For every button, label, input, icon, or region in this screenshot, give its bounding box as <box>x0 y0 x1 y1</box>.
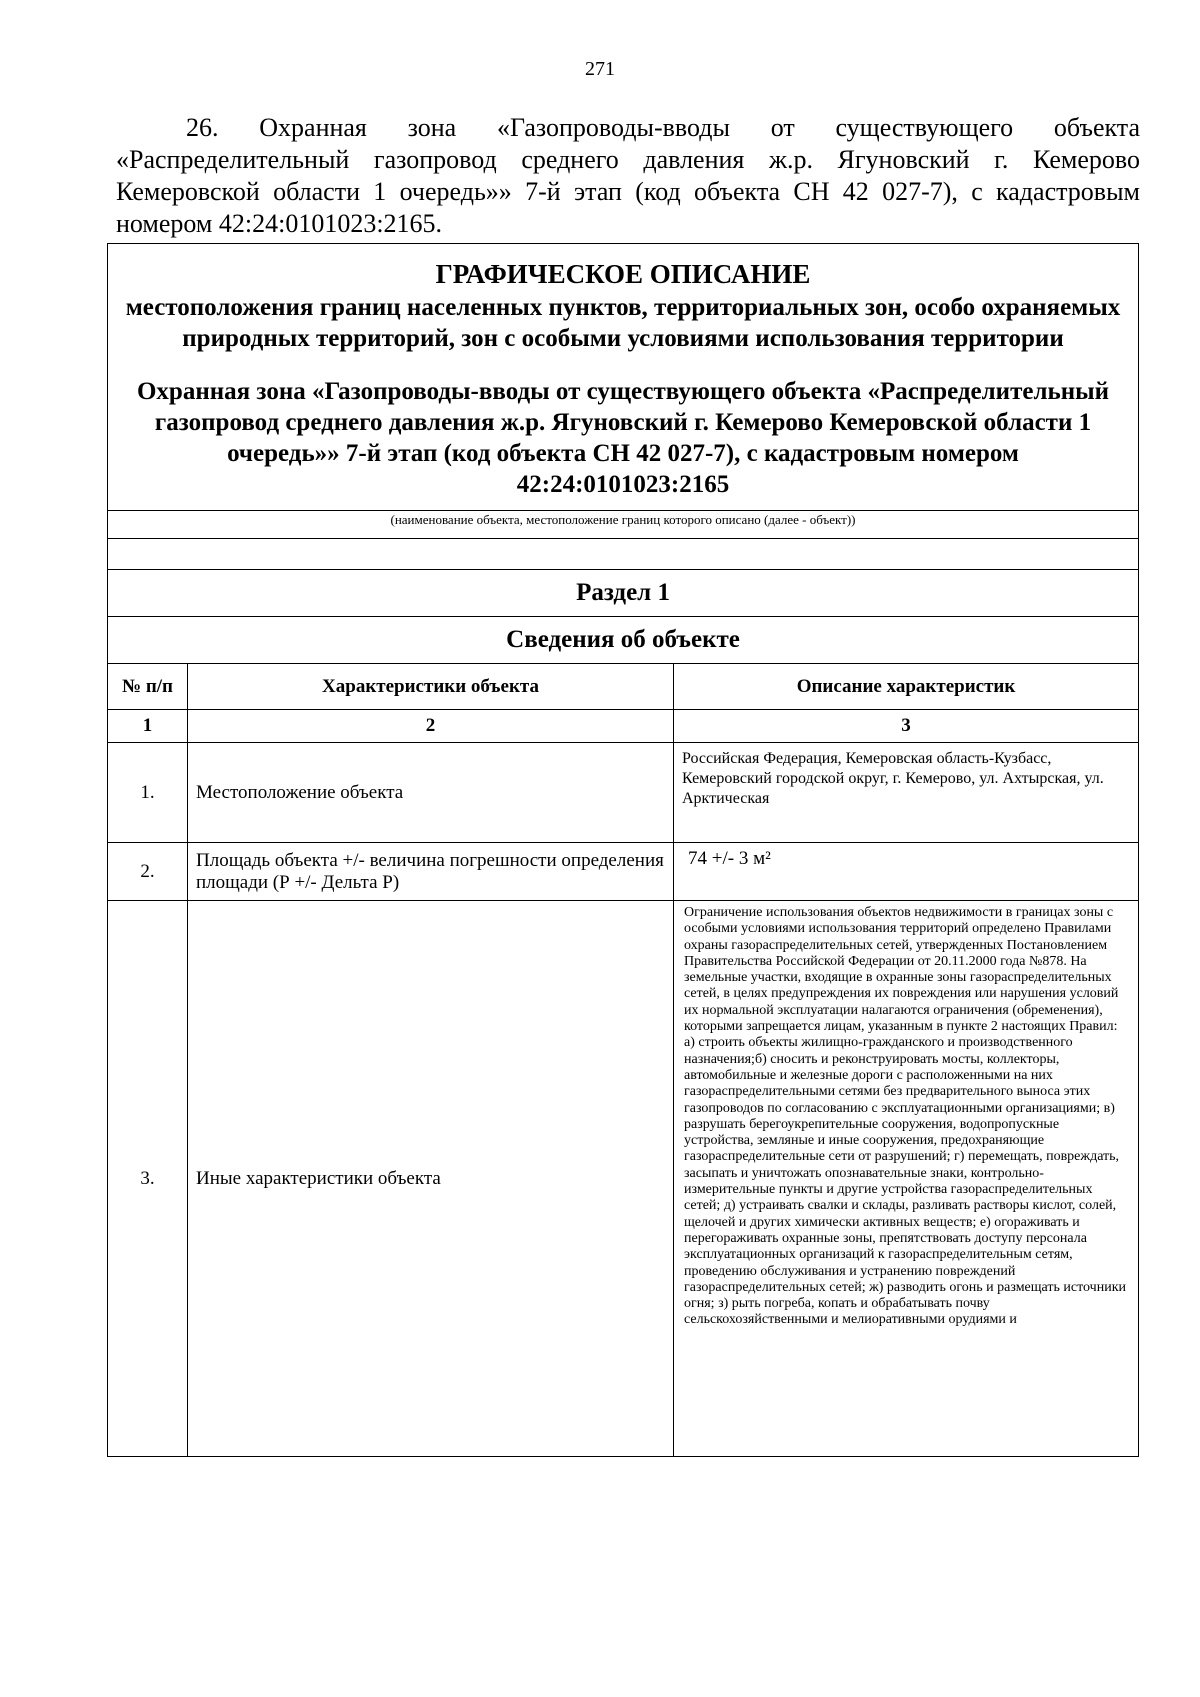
row-number: 2. <box>108 843 188 901</box>
spacer-row <box>108 539 1139 570</box>
table-row <box>108 843 1139 901</box>
row-characteristic: Иные характеристики объекта <box>188 901 674 1457</box>
document-title: ГРАФИЧЕСКОЕ ОПИСАНИЕ <box>435 259 811 289</box>
table-row <box>108 901 1139 1457</box>
row-number: 3. <box>108 901 188 1457</box>
page-number: 271 <box>585 58 615 80</box>
row-description: Российская Федерация, Кемеровская область-Кузбасс, Кемеровский городской округ, г. Кемерово, ул. Ахтырская, ул. Арктическая <box>674 743 1139 843</box>
column-index-2: 2 <box>188 710 674 743</box>
section-title: Раздел 1 <box>108 570 1139 617</box>
section-subtitle: Сведения об объекте <box>108 617 1139 664</box>
intro-number: 26. <box>186 113 219 142</box>
document-subtitle: местоположения границ населенных пунктов, территориальных зон, особо охраняемых природных территорий, зон с особыми условиями использования территории <box>125 294 1121 352</box>
intro-text: Охранная зона «Газопроводы-вводы от существующего объекта «Распределительный газопровод среднего давления ж.р. Ягуновский г. Кемерово Кемеровской области 1 очередь»» 7-й этап (код объекта СН 42 027-7), с кадастровым номером 42:24:0101023:2165. <box>116 113 1140 238</box>
column-index-3: 3 <box>674 710 1139 743</box>
row-description: 74 +/- 3 м² <box>674 843 1139 901</box>
table-row <box>108 743 1139 843</box>
column-header-characteristic: Характеристики объекта <box>188 664 674 710</box>
row-number: 1. <box>108 743 188 843</box>
graphic-description-table <box>107 243 1139 1457</box>
row-description-cell <box>674 901 1139 1457</box>
row-characteristic: Местоположение объекта <box>188 743 674 843</box>
title-block <box>108 244 1139 511</box>
column-index-1: 1 <box>108 710 188 743</box>
object-name: Охранная зона «Газопроводы-вводы от существующего объекта «Распределительный газопровод среднего давления ж.р. Ягуновский г. Кемерово Кемеровской области 1 очередь»» 7-й этап (код объекта СН 42 027-7), с кадастровым номером 42:24:0101023:2165 <box>136 378 1110 498</box>
object-caption: (наименование объекта, местоположение границ которого описано (далее - объект)) <box>108 511 1139 539</box>
column-header-number: № п/п <box>108 664 188 710</box>
intro-paragraph <box>116 112 1140 240</box>
column-header-description: Описание характеристик <box>674 664 1139 710</box>
row-characteristic: Площадь объекта +/- величина погрешности определения площади (Р +/- Дельта Р) <box>188 843 674 901</box>
row-description: Ограничение использования объектов недвижимости в границах зоны с особыми условиями использования территорий определено Правилами охраны газораспределительных сетей, утвержденных Постановлением Правительства Российской Федерации от 20.11.2000 года №878. На земельные участки, входящие в охранные зоны газораспределительных сетей, в целях предупреждения их повреждения или нарушения условий их нормальной эксплуатации налагаются ограничения (обременения), которыми запрещается лицам, указанным в пункте 2 настоящих Правил: а) строить объекты жилищно-гражданского и производственного назначения;б) сносить и реконструировать мосты, коллекторы, автомобильные и железные дороги с расположенными на них газораспределительными сетями без предварительного выноса этих газопроводов по согласованию с эксплуатационными организациями; в) разрушать берегоукрепительные сооружения, водопропускные устройства, земляные и иные сооружения, предохраняющие газораспределительные сети от разрушений; г) перемещать, повреждать, засыпать и уничтожать опознавательные знаки, контрольно-измерительные пункты и другие устройства газораспределительных сетей; д) устраивать свалки и склады, разливать растворы кислот, солей, щелочей и других химически активных веществ; е) огораживать и перегораживать охранные зоны, препятствовать доступу персонала эксплуатационных организаций к газораспределительным сетям, проведению обслуживания и устранению повреждений газораспределительных сетей; ж) разводить огонь и размещать источники огня; з) рыть погреба, копать и обрабатывать почву сельскохозяйственными и мелиоративными орудиями и <box>684 905 1127 1328</box>
